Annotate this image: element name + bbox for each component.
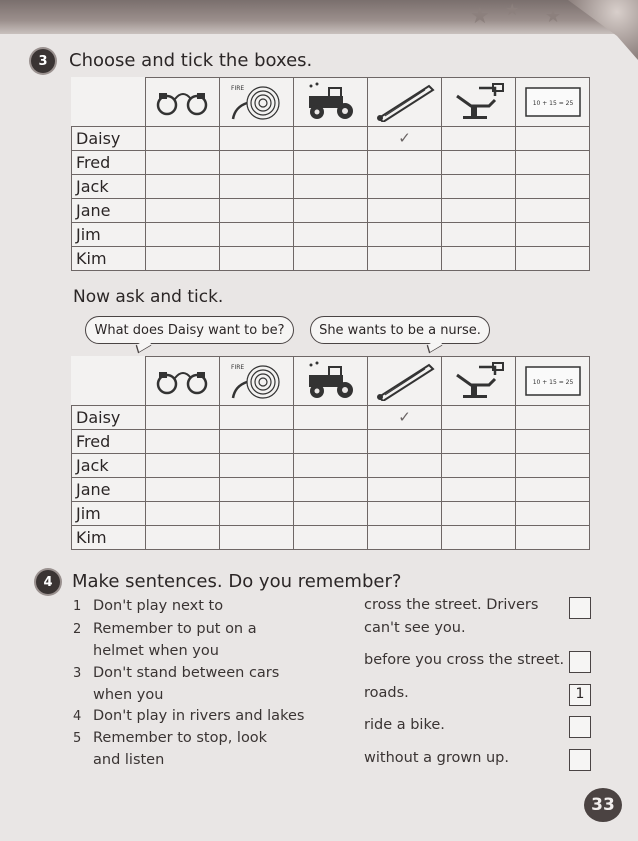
page-number: 33: [584, 788, 622, 822]
tick-cell[interactable]: [516, 406, 590, 430]
tick-cell[interactable]: [146, 454, 220, 478]
tick-cell[interactable]: [220, 151, 294, 175]
tick-cell[interactable]: [294, 127, 368, 151]
exercise-3-badge: 3: [31, 49, 55, 73]
tick-cell[interactable]: [294, 526, 368, 550]
tick-cell[interactable]: [516, 175, 590, 199]
star-icon: ★: [470, 4, 490, 29]
answer-text: She wants to be a nurse.: [319, 322, 481, 338]
tick-cell[interactable]: [516, 151, 590, 175]
tick-cell[interactable]: [442, 406, 516, 430]
star-icon: ★: [545, 6, 562, 27]
job-icon-cell: [442, 78, 516, 127]
tick-cell[interactable]: [146, 127, 220, 151]
thermometer-icon: [368, 361, 441, 401]
table-row: [72, 127, 590, 151]
tick-mark: ✓: [398, 129, 411, 147]
tick-cell[interactable]: [368, 526, 442, 550]
tick-cell[interactable]: [442, 502, 516, 526]
job-icon-cell: [442, 357, 516, 406]
job-icon-cell: [368, 357, 442, 406]
tick-cell[interactable]: [294, 151, 368, 175]
tick-cell[interactable]: [442, 454, 516, 478]
tick-cell[interactable]: [442, 526, 516, 550]
row-name: Jim: [72, 502, 146, 526]
tick-cell[interactable]: [516, 223, 590, 247]
sentence-ending-text: without a grown up.: [364, 750, 509, 766]
exercise-4-title: Make sentences. Do you remember?: [72, 571, 402, 592]
tick-cell[interactable]: [442, 247, 516, 271]
tick-cell[interactable]: [442, 430, 516, 454]
ask-title: Now ask and tick.: [73, 287, 224, 307]
sentence-start-line: [73, 730, 267, 746]
answer-box[interactable]: [569, 597, 591, 619]
tick-cell[interactable]: [294, 199, 368, 223]
row-name: Jack: [72, 454, 146, 478]
tick-cell[interactable]: [146, 430, 220, 454]
job-icon-cell: [516, 78, 590, 127]
sentence-ending-text: roads.: [364, 685, 409, 701]
job-icon-cell: [368, 78, 442, 127]
tick-cell[interactable]: [516, 430, 590, 454]
tick-cell[interactable]: [146, 223, 220, 247]
corner-decoration: [568, 0, 638, 60]
tick-cell[interactable]: [516, 454, 590, 478]
svg-text:10 + 15 = 25: 10 + 15 = 25: [532, 379, 573, 386]
tick-cell[interactable]: [220, 526, 294, 550]
table-row: [72, 430, 590, 454]
tick-cell[interactable]: [220, 502, 294, 526]
choice-grid-2: [71, 356, 590, 550]
row-name: Fred: [72, 151, 146, 175]
tick-cell[interactable]: [220, 406, 294, 430]
job-icon-cell: [294, 78, 368, 127]
answer-box[interactable]: 1: [569, 684, 591, 706]
tick-cell[interactable]: [368, 478, 442, 502]
sentence-start-text: Don't play in rivers and lakes: [93, 708, 305, 724]
tick-cell[interactable]: [368, 223, 442, 247]
tick-cell[interactable]: [516, 526, 590, 550]
answer-box[interactable]: [569, 651, 591, 673]
tick-cell[interactable]: [516, 199, 590, 223]
sentence-start-text: Remember to put on a: [93, 621, 257, 637]
fire-hose-icon: [220, 360, 293, 402]
sentence-ending-text: can't see you.: [364, 620, 466, 636]
row-name: Jim: [72, 223, 146, 247]
tick-cell[interactable]: [294, 454, 368, 478]
job-icon-cell: [220, 78, 294, 127]
row-name: Daisy: [72, 127, 146, 151]
tick-cell[interactable]: [294, 478, 368, 502]
tick-cell[interactable]: [294, 430, 368, 454]
bubble-tail: [136, 338, 152, 354]
handcuffs-icon: [146, 364, 219, 398]
row-name: Kim: [72, 526, 146, 550]
tick-cell[interactable]: [516, 478, 590, 502]
table-row: [72, 199, 590, 223]
tick-cell[interactable]: [220, 199, 294, 223]
job-icon-cell: [294, 357, 368, 406]
answer-bubble: [310, 316, 490, 344]
sentence-start-line: [73, 708, 304, 724]
job-icon-cell: [146, 357, 220, 406]
tick-cell[interactable]: [368, 454, 442, 478]
tick-cell[interactable]: [146, 199, 220, 223]
tick-cell[interactable]: [368, 151, 442, 175]
tick-cell[interactable]: [294, 223, 368, 247]
sentence-start-line: [73, 687, 163, 703]
tractor-icon: [294, 361, 367, 401]
svg-text:FIRE: FIRE: [230, 364, 244, 371]
tick-cell[interactable]: [146, 247, 220, 271]
tick-cell[interactable]: [442, 175, 516, 199]
tick-cell[interactable]: [442, 127, 516, 151]
sentence-start-text: when you: [93, 687, 164, 703]
svg-text:FIRE: FIRE: [230, 85, 244, 92]
math-board-icon: [516, 85, 589, 119]
choice-grid-1: [71, 77, 590, 271]
sentence-start-line: [73, 598, 223, 614]
tick-cell[interactable]: [220, 478, 294, 502]
fire-hose-icon: [220, 81, 293, 123]
bubble-tail: [427, 338, 443, 354]
tick-mark: ✓: [398, 408, 411, 426]
sentence-start-text: Don't play next to: [93, 598, 224, 614]
job-icon-cell: [146, 78, 220, 127]
item-number: 2: [73, 622, 82, 637]
tick-cell[interactable]: [220, 127, 294, 151]
sentence-start-line: [73, 665, 279, 681]
handcuffs-icon: [146, 85, 219, 119]
job-icon-cell: [220, 357, 294, 406]
table-row: [72, 406, 590, 430]
tick-cell[interactable]: [368, 199, 442, 223]
tick-cell[interactable]: [442, 151, 516, 175]
tick-cell[interactable]: [146, 175, 220, 199]
svg-text:10 + 15 = 25: 10 + 15 = 25: [532, 100, 573, 107]
tick-cell[interactable]: [368, 175, 442, 199]
item-number: 1: [73, 599, 82, 614]
empty-corner-cell: [72, 78, 146, 127]
tick-cell[interactable]: [220, 247, 294, 271]
tick-cell[interactable]: [294, 406, 368, 430]
sentence-start-text: helmet when you: [93, 643, 219, 659]
sentence-ending-text: ride a bike.: [364, 717, 445, 733]
tick-cell[interactable]: [442, 223, 516, 247]
tick-cell[interactable]: [220, 223, 294, 247]
table-row: [72, 247, 590, 271]
tick-cell[interactable]: [220, 430, 294, 454]
tick-cell[interactable]: [294, 175, 368, 199]
row-name: Daisy: [72, 406, 146, 430]
job-icon-cell: [516, 357, 590, 406]
tick-cell[interactable]: [368, 430, 442, 454]
dentist-chair-icon: [442, 82, 515, 122]
row-name: Jane: [72, 199, 146, 223]
tick-cell[interactable]: [516, 127, 590, 151]
math-board-icon: [516, 364, 589, 398]
tick-cell[interactable]: [146, 151, 220, 175]
answer-box[interactable]: [569, 716, 591, 738]
table-row: [72, 151, 590, 175]
sentence-start-text: Remember to stop, look: [93, 730, 268, 746]
row-name: Kim: [72, 247, 146, 271]
sentence-start-text: Don't stand between cars: [93, 665, 280, 681]
tick-cell[interactable]: [220, 454, 294, 478]
exercise-4-badge: 4: [36, 570, 60, 594]
row-name: Fred: [72, 430, 146, 454]
answer-box[interactable]: [569, 749, 591, 771]
tick-cell[interactable]: [516, 502, 590, 526]
header-band: [0, 0, 638, 34]
empty-corner-cell: [72, 357, 146, 406]
tick-cell[interactable]: [146, 502, 220, 526]
tick-cell[interactable]: [368, 406, 442, 430]
question-bubble: [85, 316, 294, 344]
tick-cell[interactable]: [294, 247, 368, 271]
tick-cell[interactable]: [368, 247, 442, 271]
sentence-start-text: and listen: [93, 752, 165, 768]
thermometer-icon: [368, 82, 441, 122]
tick-cell[interactable]: [516, 247, 590, 271]
sentence-start-line: [73, 643, 219, 659]
sentence-ending-text: before you cross the street.: [364, 652, 565, 668]
tractor-icon: [294, 82, 367, 122]
exercise-3-title: Choose and tick the boxes.: [69, 50, 313, 71]
sentence-start-line: [73, 752, 164, 768]
table-row: [72, 526, 590, 550]
table-row: [72, 478, 590, 502]
tick-cell[interactable]: [368, 502, 442, 526]
tick-cell[interactable]: [220, 175, 294, 199]
tick-cell[interactable]: [442, 478, 516, 502]
table-row: [72, 223, 590, 247]
sentence-ending-text: cross the street. Drivers: [364, 597, 539, 613]
tick-cell[interactable]: [146, 406, 220, 430]
question-text: What does Daisy want to be?: [94, 322, 285, 338]
tick-cell[interactable]: [368, 127, 442, 151]
item-number: 4: [73, 709, 82, 724]
item-number: 3: [73, 666, 82, 681]
sentence-start-line: [73, 621, 257, 637]
tick-cell[interactable]: [146, 526, 220, 550]
row-name: Jane: [72, 478, 146, 502]
table-row: [72, 175, 590, 199]
tick-cell[interactable]: [442, 199, 516, 223]
row-name: Jack: [72, 175, 146, 199]
table-row: [72, 502, 590, 526]
tick-cell[interactable]: [146, 478, 220, 502]
dentist-chair-icon: [442, 361, 515, 401]
tick-cell[interactable]: [294, 502, 368, 526]
star-icon: ★: [505, 0, 520, 19]
table-row: [72, 454, 590, 478]
item-number: 5: [73, 731, 82, 746]
